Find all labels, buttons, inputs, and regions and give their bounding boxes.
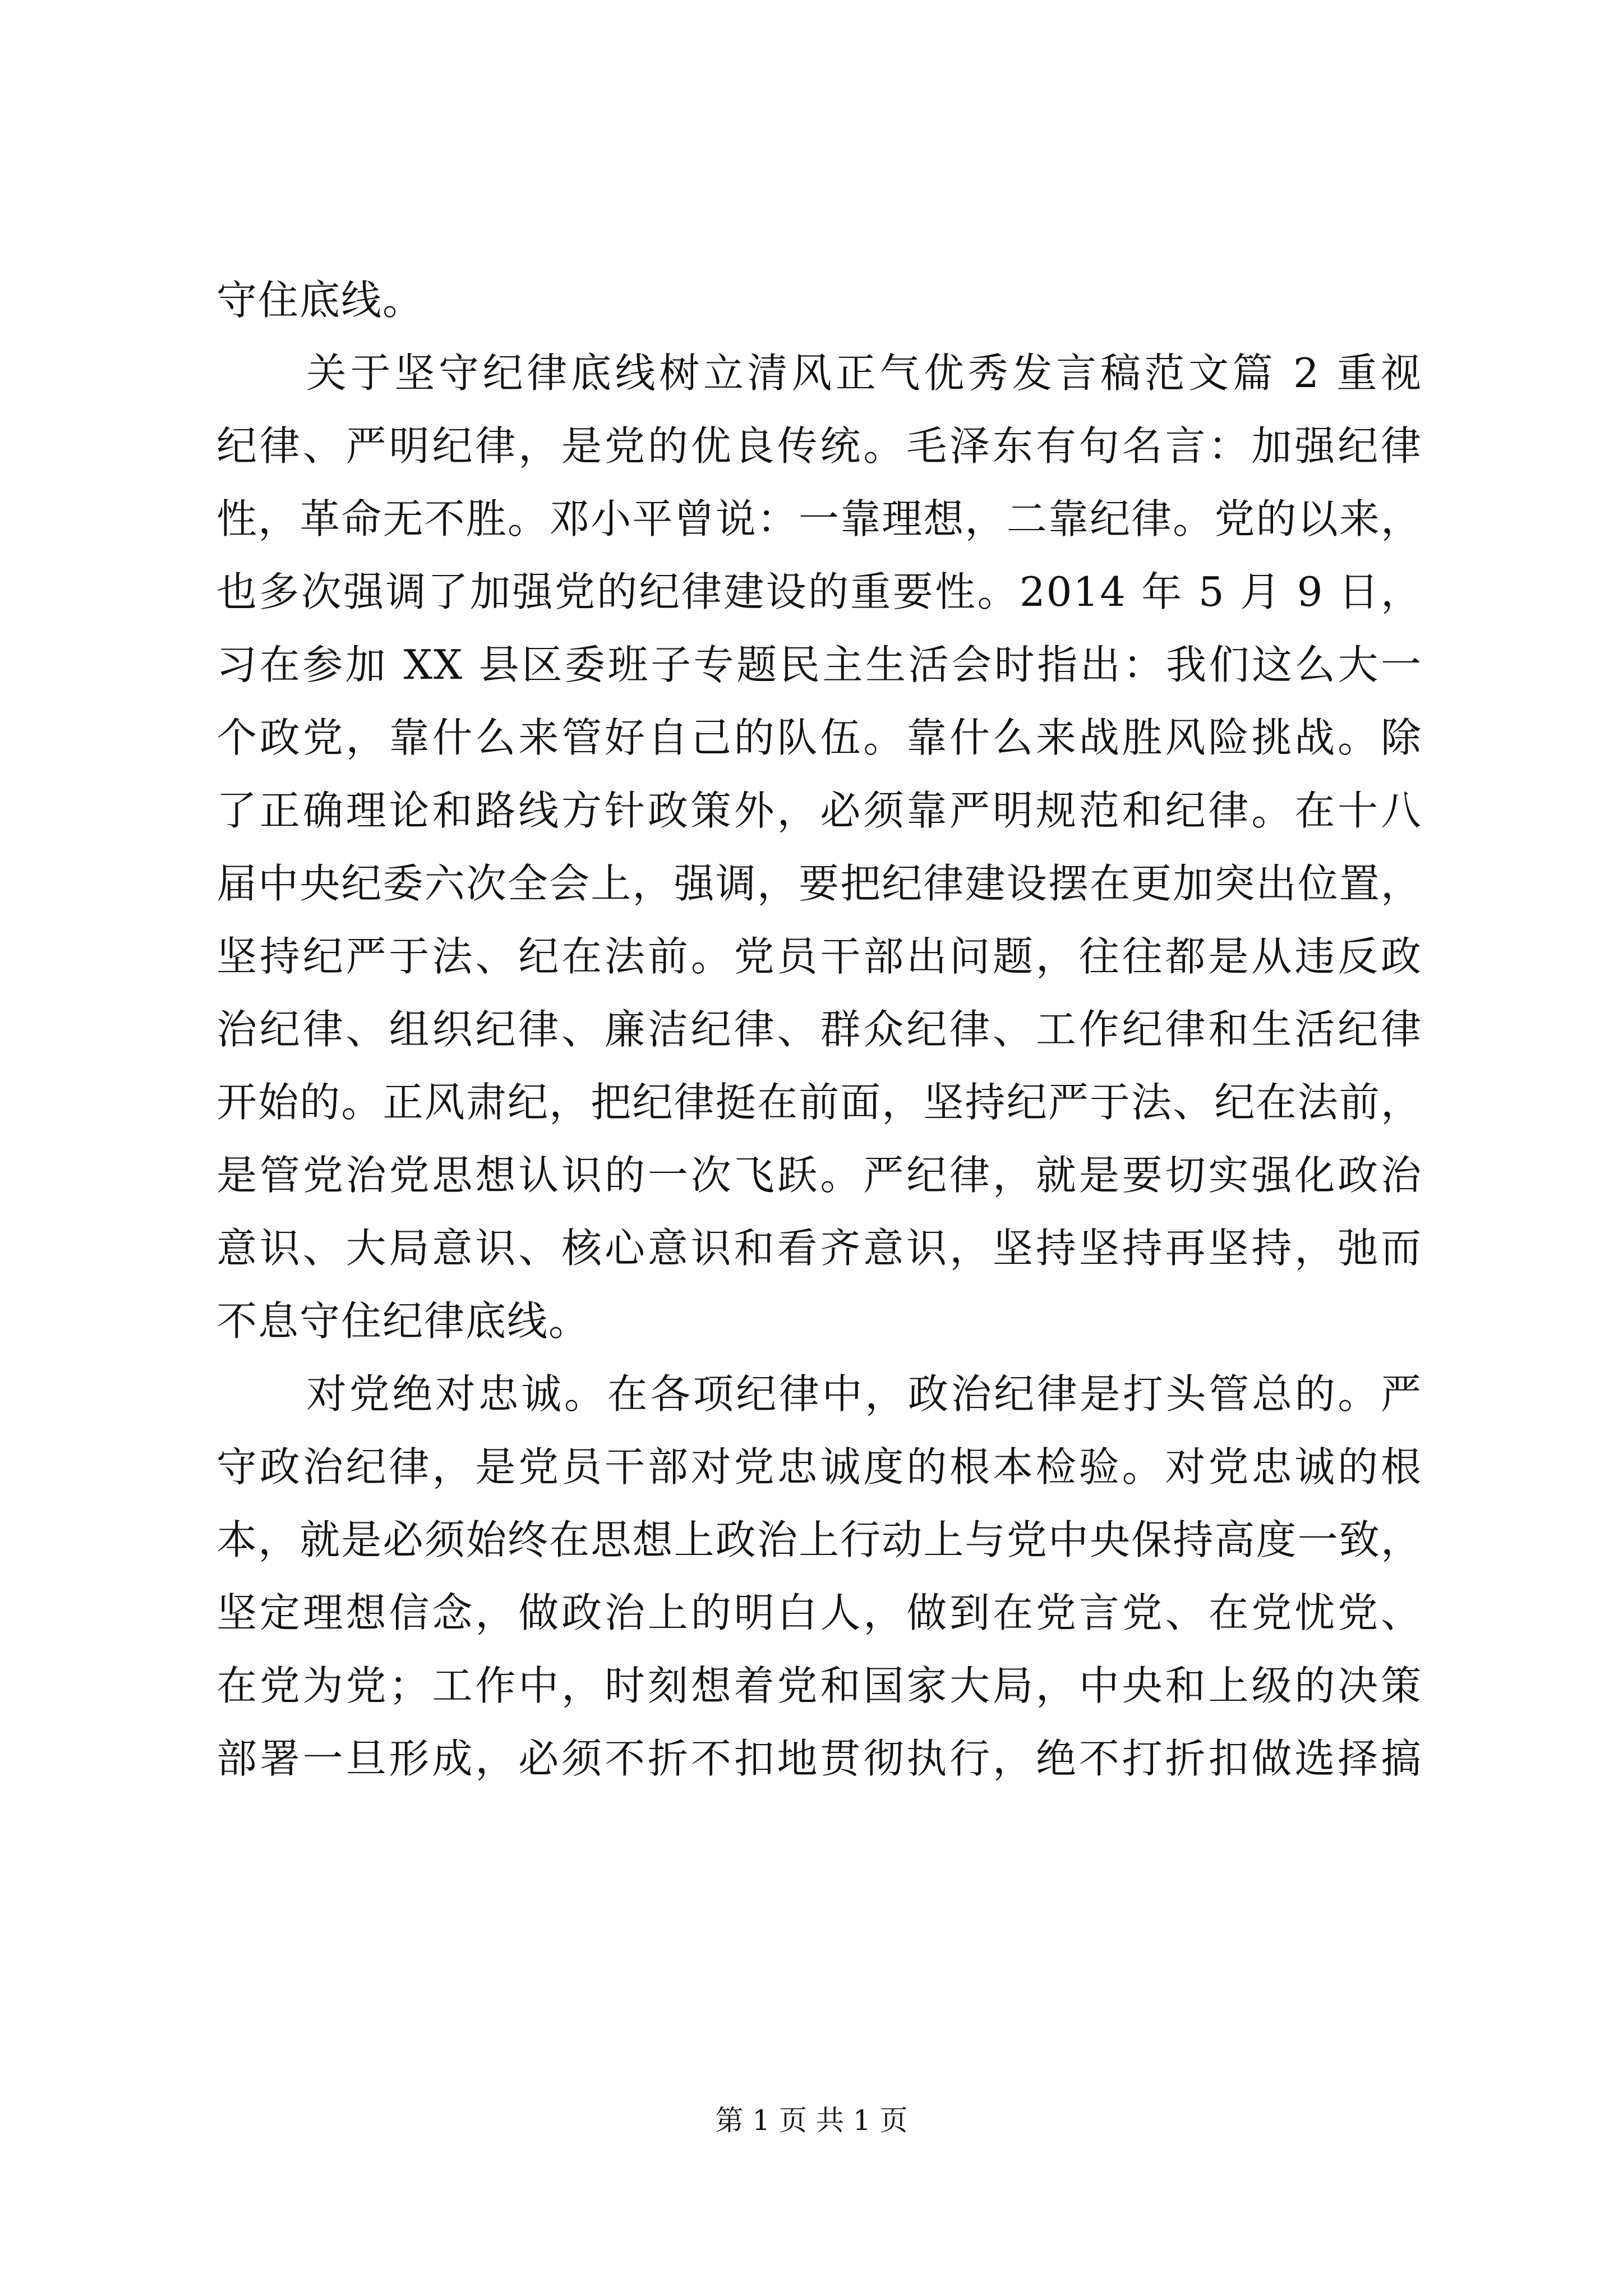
text-line: 意识、大局意识、核心意识和看齐意识，坚持坚持再坚持，弛而 [216, 1225, 1422, 1272]
page-footer: 第 1 页 共 1 页 [715, 2104, 908, 2137]
text-line: 不息守住纪律底线。 [216, 1297, 591, 1345]
text-line: 也多次强调了加强党的纪律建设的重要性。2014 年 5 月 9 日， [216, 568, 1422, 615]
text-line: 习在参加 XX 县区委班子专题民主生活会时指出：我们这么大一 [216, 641, 1422, 688]
document-body [216, 264, 1422, 1795]
text-line: 在党为党；工作中，时刻想着党和国家大局，中央和上级的决策 [216, 1662, 1422, 1709]
text-line: 是管党治党思想认识的一次飞跃。严纪律，就是要切实强化政治 [216, 1152, 1422, 1199]
text-line: 守政治纪律，是党员干部对党忠诚度的根本检验。对党忠诚的根 [216, 1443, 1422, 1490]
text-line: 了正确理论和路线方针政策外，必须靠严明规范和纪律。在十八 [216, 787, 1422, 834]
text-line: 坚定理想信念，做政治上的明白人，做到在党言党、在党忧党、 [216, 1589, 1422, 1636]
paragraph-first-line: 关于坚守纪律底线树立清风正气优秀发言稿范文篇 2 重视 [306, 349, 1422, 397]
paragraph-first-line: 对党绝对忠诚。在各项纪律中，政治纪律是打头管总的。严 [306, 1370, 1422, 1418]
text-line: 届中央纪委六次全会上，强调，要把纪律建设摆在更加突出位置， [216, 860, 1422, 907]
text-line: 开始的。正风肃纪，把纪律挺在前面，坚持纪严于法、纪在法前， [216, 1079, 1422, 1126]
text-line: 治纪律、组织纪律、廉洁纪律、群众纪律、工作纪律和生活纪律 [216, 1006, 1422, 1053]
text-line: 坚持纪严于法、纪在法前。党员干部出问题，往往都是从违反政 [216, 933, 1422, 980]
text-line: 纪律、严明纪律，是党的优良传统。毛泽东有句名言：加强纪律 [216, 422, 1422, 470]
text-line: 本，就是必须始终在思想上政治上行动上与党中央保持高度一致， [216, 1516, 1422, 1563]
text-line: 个政党，靠什么来管好自己的队伍。靠什么来战胜风险挑战。除 [216, 714, 1422, 761]
text-line: 性，革命无不胜。邓小平曾说：一靠理想，二靠纪律。党的以来， [216, 495, 1422, 542]
text-line: 守住底线。 [216, 277, 425, 324]
text-line: 部署一旦形成，必须不折不扣地贯彻执行，绝不打折扣做选择搞 [216, 1735, 1422, 1782]
